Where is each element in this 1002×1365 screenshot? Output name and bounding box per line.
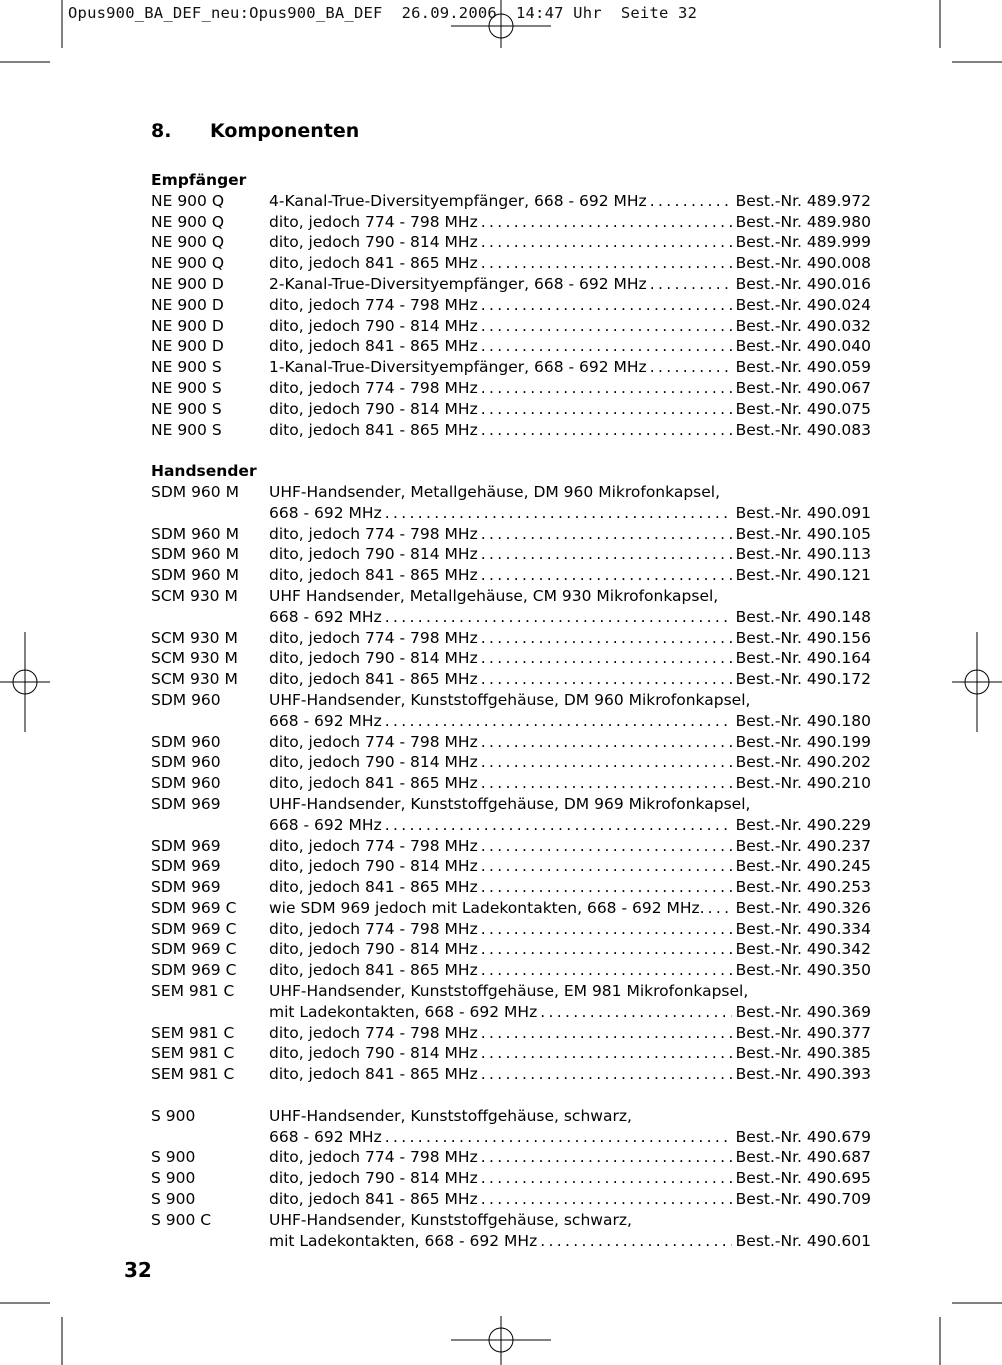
leader-dots xyxy=(537,1002,731,1023)
description: dito, jedoch 774 - 798 MHz xyxy=(269,1023,478,1042)
order-number: Best.-Nr. 490.016 xyxy=(735,274,871,293)
description: wie SDM 969 jedoch mit Ladekontakten, 668 - 692 MHz. xyxy=(269,898,705,917)
list-item xyxy=(151,295,871,316)
model-name: NE 900 S xyxy=(151,378,222,397)
list-item xyxy=(151,336,871,357)
description: dito, jedoch 790 - 814 MHz xyxy=(269,399,478,418)
print-slug: Opus900_BA_DEF_neu:Opus900_BA_DEF 26.09.2006 14:47 Uhr Seite 32 xyxy=(68,4,698,22)
description: dito, jedoch 790 - 814 MHz xyxy=(269,857,478,876)
model-name xyxy=(151,1002,269,1023)
model-name: SDM 969 xyxy=(151,836,221,855)
order-number: Best.-Nr. 490.350 xyxy=(735,961,871,980)
model-name: S 900 C xyxy=(151,1210,212,1229)
registration-mark-bottom xyxy=(451,1316,551,1365)
description: UHF-Handsender, Kunststoffgehäuse, schwarz, xyxy=(269,1106,632,1125)
model-name: NE 900 D xyxy=(151,337,224,356)
list-item xyxy=(151,1189,871,1210)
description: dito, jedoch 774 - 798 MHz xyxy=(269,212,478,231)
model-name: SDM 960 xyxy=(151,753,221,772)
description: dito, jedoch 790 - 814 MHz xyxy=(269,1169,478,1188)
list-item xyxy=(151,378,871,399)
description: 1-Kanal-True-Diversityempfänger, 668 - 692 MHz xyxy=(269,358,647,377)
order-number: Best.-Nr. 490.105 xyxy=(735,524,871,543)
description: dito, jedoch 790 - 814 MHz xyxy=(269,233,478,252)
description: UHF-Handsender, Kunststoffgehäuse, DM 960 Mikrofonkapsel, xyxy=(269,690,751,709)
list-item xyxy=(151,773,871,794)
model-name: SDM 960 xyxy=(151,690,221,709)
list-item xyxy=(151,1106,871,1127)
list-item xyxy=(151,1064,871,1085)
description: dito, jedoch 841 - 865 MHz xyxy=(269,670,478,689)
model-name: SCM 930 M xyxy=(151,628,238,647)
model-name: NE 900 Q xyxy=(151,212,225,231)
order-number: Best.-Nr. 490.210 xyxy=(735,774,871,793)
description: dito, jedoch 841 - 865 MHz xyxy=(269,337,478,356)
order-number: Best.-Nr. 490.148 xyxy=(735,607,871,626)
model-name: SEM 981 C xyxy=(151,1044,235,1063)
parts-list-empfaenger xyxy=(151,191,871,441)
order-number: Best.-Nr. 490.059 xyxy=(735,358,871,377)
order-number: Best.-Nr. 490.024 xyxy=(735,295,871,314)
list-item xyxy=(151,316,871,337)
leader-dots xyxy=(647,357,732,378)
order-number: Best.-Nr. 490.369 xyxy=(735,1002,871,1021)
content-area xyxy=(151,116,871,1251)
list-item xyxy=(151,607,871,628)
order-number: Best.-Nr. 490.091 xyxy=(735,503,871,522)
model-name: NE 900 D xyxy=(151,316,224,335)
list-item xyxy=(151,960,871,981)
leader-dots xyxy=(478,919,732,940)
order-number: Best.-Nr. 490.377 xyxy=(735,1023,871,1042)
list-item xyxy=(151,1002,871,1023)
list-item xyxy=(151,586,871,607)
order-number: Best.-Nr. 489.999 xyxy=(735,233,871,252)
list-item xyxy=(151,919,871,940)
list-item xyxy=(151,420,871,441)
list-item xyxy=(151,981,871,1002)
order-number: Best.-Nr. 490.180 xyxy=(735,711,871,730)
leader-dots xyxy=(478,253,732,274)
leader-dots xyxy=(478,1023,732,1044)
chapter-heading xyxy=(151,116,871,146)
description: dito, jedoch 774 - 798 MHz xyxy=(269,524,478,543)
model-name: NE 900 D xyxy=(151,274,224,293)
leader-dots xyxy=(478,420,732,441)
order-number: Best.-Nr. 490.393 xyxy=(735,1065,871,1084)
model-name: S 900 xyxy=(151,1190,196,1209)
model-name: SEM 981 C xyxy=(151,982,235,1001)
leader-dots xyxy=(478,1064,732,1085)
section-title-empfaenger: Empfänger xyxy=(151,171,247,189)
order-number: Best.-Nr. 490.385 xyxy=(735,1044,871,1063)
list-item xyxy=(151,1231,871,1252)
leader-dots xyxy=(647,191,732,212)
leader-dots xyxy=(537,1231,731,1252)
model-name: SCM 930 M xyxy=(151,586,238,605)
page-number: 32 xyxy=(124,1258,152,1282)
description: UHF-Handsender, Kunststoffgehäuse, DM 969 Mikrofonkapsel, xyxy=(269,794,751,813)
leader-dots xyxy=(382,1127,732,1148)
description: dito, jedoch 774 - 798 MHz xyxy=(269,378,478,397)
model-name: SDM 960 M xyxy=(151,545,239,564)
list-item xyxy=(151,1023,871,1044)
description: mit Ladekontakten, 668 - 692 MHz xyxy=(269,1231,538,1250)
description: 4-Kanal-True-Diversityempfänger, 668 - 692 MHz xyxy=(269,191,647,210)
description: dito, jedoch 790 - 814 MHz xyxy=(269,316,478,335)
list-item xyxy=(151,836,871,857)
description: dito, jedoch 841 - 865 MHz xyxy=(269,1190,478,1209)
chapter-number: 8. xyxy=(151,120,172,142)
model-name: SDM 969 C xyxy=(151,898,237,917)
description: dito, jedoch 774 - 798 MHz xyxy=(269,295,478,314)
description: mit Ladekontakten, 668 - 692 MHz xyxy=(269,1002,538,1021)
model-name: SDM 969 xyxy=(151,878,221,897)
list-item xyxy=(151,690,871,711)
leader-dots xyxy=(478,1147,732,1168)
description: dito, jedoch 774 - 798 MHz xyxy=(269,628,478,647)
order-number: Best.-Nr. 490.083 xyxy=(735,420,871,439)
description: UHF-Handsender, Metallgehäuse, DM 960 Mikrofonkapsel, xyxy=(269,482,721,501)
section-title-handsender: Handsender xyxy=(151,462,257,481)
order-number: Best.-Nr. 490.326 xyxy=(735,898,871,917)
model-name: SDM 960 M xyxy=(151,482,239,501)
registration-mark-top xyxy=(451,0,551,48)
leader-dots xyxy=(478,856,732,877)
description: 668 - 692 MHz xyxy=(269,815,382,834)
spacer xyxy=(151,1085,871,1106)
list-item xyxy=(151,232,871,253)
model-name: SCM 930 M xyxy=(151,670,238,689)
order-number: Best.-Nr. 490.679 xyxy=(735,1127,871,1146)
list-item xyxy=(151,482,871,503)
order-number: Best.-Nr. 490.695 xyxy=(735,1169,871,1188)
description: dito, jedoch 790 - 814 MHz xyxy=(269,649,478,668)
leader-dots xyxy=(478,939,732,960)
leader-dots xyxy=(478,628,732,649)
leader-dots xyxy=(478,773,732,794)
list-item xyxy=(151,752,871,773)
leader-dots xyxy=(478,960,732,981)
model-name: NE 900 S xyxy=(151,358,222,377)
list-item xyxy=(151,544,871,565)
model-name: S 900 xyxy=(151,1169,196,1188)
model-name xyxy=(151,503,269,524)
list-item xyxy=(151,898,871,919)
description: dito, jedoch 774 - 798 MHz xyxy=(269,919,478,938)
model-name: NE 900 Q xyxy=(151,233,225,252)
model-name: SDM 960 M xyxy=(151,524,239,543)
order-number: Best.-Nr. 490.601 xyxy=(735,1231,871,1250)
order-number: Best.-Nr. 490.008 xyxy=(735,254,871,273)
leader-dots xyxy=(478,544,732,565)
leader-dots xyxy=(478,648,732,669)
model-name: SEM 981 C xyxy=(151,1023,235,1042)
model-name: SDM 969 xyxy=(151,794,221,813)
model-name: SDM 969 C xyxy=(151,940,237,959)
description: UHF-Handsender, Kunststoffgehäuse, EM 981 Mikrofonkapsel, xyxy=(269,982,749,1001)
list-item xyxy=(151,1168,871,1189)
model-name: NE 900 D xyxy=(151,295,224,314)
leader-dots xyxy=(382,711,732,732)
model-name xyxy=(151,815,269,836)
list-item xyxy=(151,1043,871,1064)
description: dito, jedoch 841 - 865 MHz xyxy=(269,420,478,439)
list-item xyxy=(151,628,871,649)
order-number: Best.-Nr. 490.032 xyxy=(735,316,871,335)
order-number: Best.-Nr. 490.237 xyxy=(735,836,871,855)
list-item xyxy=(151,939,871,960)
model-name xyxy=(151,711,269,732)
leader-dots xyxy=(478,1189,732,1210)
leader-dots xyxy=(478,732,732,753)
leader-dots xyxy=(478,669,732,690)
model-name xyxy=(151,1127,269,1148)
list-item xyxy=(151,732,871,753)
list-item xyxy=(151,274,871,295)
list-item xyxy=(151,877,871,898)
order-number: Best.-Nr. 490.334 xyxy=(735,919,871,938)
description: dito, jedoch 841 - 865 MHz xyxy=(269,961,478,980)
list-item xyxy=(151,399,871,420)
description: UHF-Handsender, Kunststoffgehäuse, schwarz, xyxy=(269,1210,632,1229)
leader-dots xyxy=(382,607,732,628)
order-number: Best.-Nr. 489.972 xyxy=(735,191,871,210)
leader-dots xyxy=(478,295,732,316)
description: dito, jedoch 774 - 798 MHz xyxy=(269,836,478,855)
list-item xyxy=(151,648,871,669)
list-item xyxy=(151,711,871,732)
list-item xyxy=(151,1147,871,1168)
list-item xyxy=(151,856,871,877)
description: dito, jedoch 841 - 865 MHz xyxy=(269,566,478,585)
description: dito, jedoch 790 - 814 MHz xyxy=(269,545,478,564)
description: 668 - 692 MHz xyxy=(269,711,382,730)
model-name: S 900 xyxy=(151,1106,196,1125)
order-number: Best.-Nr. 490.075 xyxy=(735,399,871,418)
order-number: Best.-Nr. 490.067 xyxy=(735,378,871,397)
leader-dots xyxy=(478,836,732,857)
description: dito, jedoch 841 - 865 MHz xyxy=(269,878,478,897)
list-item xyxy=(151,1127,871,1148)
list-item xyxy=(151,794,871,815)
order-number: Best.-Nr. 490.199 xyxy=(735,732,871,751)
order-number: Best.-Nr. 490.164 xyxy=(735,649,871,668)
order-number: Best.-Nr. 490.229 xyxy=(735,815,871,834)
model-name: SDM 969 C xyxy=(151,961,237,980)
registration-mark-left xyxy=(0,632,50,732)
order-number: Best.-Nr. 490.113 xyxy=(735,545,871,564)
model-name xyxy=(151,1231,269,1252)
order-number: Best.-Nr. 490.687 xyxy=(735,1148,871,1167)
list-item xyxy=(151,565,871,586)
model-name: NE 900 S xyxy=(151,420,222,439)
order-number: Best.-Nr. 490.253 xyxy=(735,878,871,897)
description: 2-Kanal-True-Diversityempfänger, 668 - 692 MHz xyxy=(269,274,647,293)
model-name: SDM 960 M xyxy=(151,566,239,585)
leader-dots xyxy=(478,1168,732,1189)
leader-dots xyxy=(478,378,732,399)
description: 668 - 692 MHz xyxy=(269,503,382,522)
description: dito, jedoch 841 - 865 MHz xyxy=(269,1065,478,1084)
description: dito, jedoch 841 - 865 MHz xyxy=(269,254,478,273)
list-item xyxy=(151,191,871,212)
list-item xyxy=(151,1210,871,1231)
description: dito, jedoch 774 - 798 MHz xyxy=(269,1148,478,1167)
model-name: NE 900 S xyxy=(151,399,222,418)
model-name: SDM 960 xyxy=(151,732,221,751)
leader-dots xyxy=(647,274,732,295)
list-item xyxy=(151,212,871,233)
leader-dots xyxy=(382,815,732,836)
order-number: Best.-Nr. 490.342 xyxy=(735,940,871,959)
description: 668 - 692 MHz xyxy=(269,607,382,626)
list-item xyxy=(151,503,871,524)
order-number: Best.-Nr. 490.202 xyxy=(735,753,871,772)
leader-dots xyxy=(478,565,732,586)
leader-dots xyxy=(478,212,732,233)
list-item xyxy=(151,669,871,690)
leader-dots xyxy=(478,316,732,337)
list-item xyxy=(151,357,871,378)
order-number: Best.-Nr. 490.040 xyxy=(735,337,871,356)
description: dito, jedoch 841 - 865 MHz xyxy=(269,774,478,793)
leader-dots xyxy=(478,399,732,420)
parts-list-handsender xyxy=(151,482,871,1251)
list-item xyxy=(151,815,871,836)
description: 668 - 692 MHz xyxy=(269,1127,382,1146)
order-number: Best.-Nr. 490.121 xyxy=(735,566,871,585)
order-number: Best.-Nr. 490.245 xyxy=(735,857,871,876)
model-name: SEM 981 C xyxy=(151,1065,235,1084)
model-name: SDM 969 C xyxy=(151,919,237,938)
model-name xyxy=(151,607,269,628)
order-number: Best.-Nr. 490.156 xyxy=(735,628,871,647)
leader-dots xyxy=(478,524,732,545)
order-number: Best.-Nr. 490.172 xyxy=(735,670,871,689)
leader-dots xyxy=(478,1043,732,1064)
order-number: Best.-Nr. 489.980 xyxy=(735,212,871,231)
leader-dots xyxy=(478,877,732,898)
leader-dots xyxy=(478,752,732,773)
description: UHF Handsender, Metallgehäuse, CM 930 Mikrofonkapsel, xyxy=(269,586,719,605)
leader-dots xyxy=(382,503,732,524)
model-name: SDM 960 xyxy=(151,774,221,793)
leader-dots xyxy=(478,232,732,253)
chapter-title: Komponenten xyxy=(210,120,360,142)
registration-mark-right xyxy=(952,632,1002,732)
leader-dots xyxy=(705,898,732,919)
order-number: Best.-Nr. 490.709 xyxy=(735,1190,871,1209)
description: dito, jedoch 774 - 798 MHz xyxy=(269,732,478,751)
description: dito, jedoch 790 - 814 MHz xyxy=(269,753,478,772)
model-name: S 900 xyxy=(151,1148,196,1167)
leader-dots xyxy=(478,336,732,357)
description: dito, jedoch 790 - 814 MHz xyxy=(269,1044,478,1063)
model-name: NE 900 Q xyxy=(151,191,225,210)
model-name: SCM 930 M xyxy=(151,649,238,668)
list-item xyxy=(151,524,871,545)
list-item xyxy=(151,253,871,274)
model-name: NE 900 Q xyxy=(151,254,225,273)
description: dito, jedoch 790 - 814 MHz xyxy=(269,940,478,959)
model-name: SDM 969 xyxy=(151,857,221,876)
